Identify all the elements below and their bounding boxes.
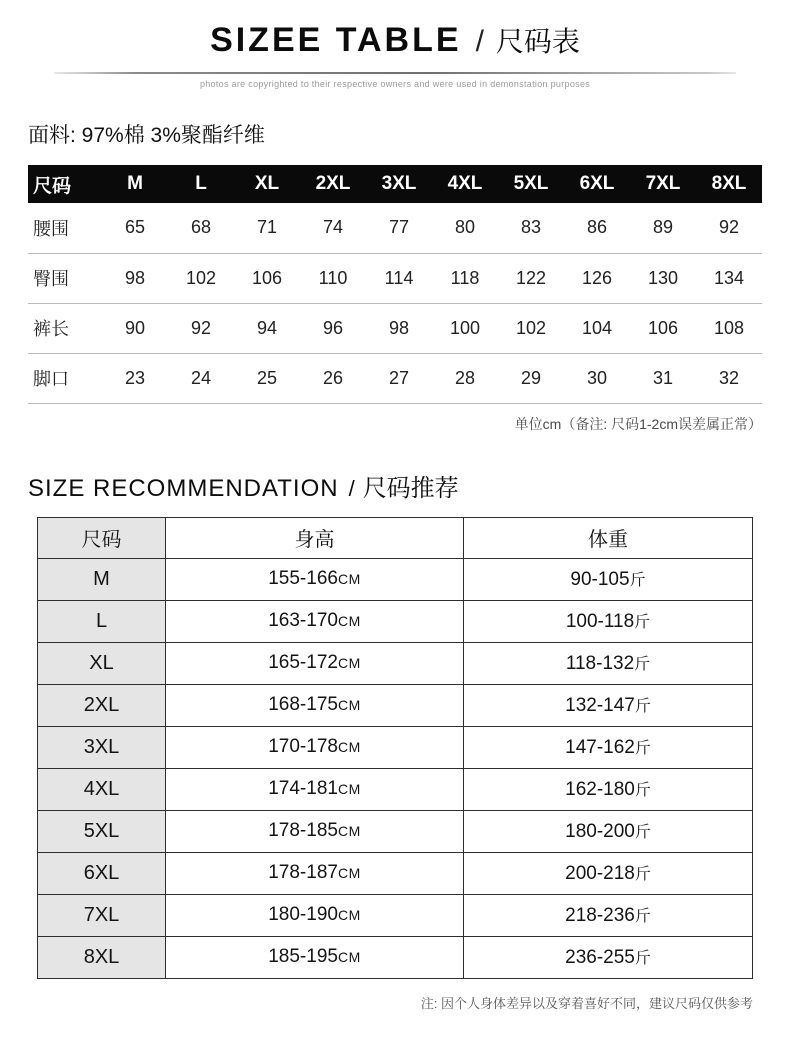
recommendation-heading: [28, 468, 762, 503]
size-value-cell: 110: [300, 253, 366, 303]
recommendation-heading-separator: /: [348, 475, 355, 501]
column-header-m: M: [102, 165, 168, 203]
weight-unit: 斤: [629, 572, 646, 589]
size-value-cell: 23: [102, 353, 168, 403]
size-value-cell: 86: [564, 203, 630, 253]
table-row: [38, 852, 753, 894]
height-value: 185-195: [268, 946, 338, 967]
height-unit: CM: [337, 571, 361, 587]
size-value-cell: 30: [564, 353, 630, 403]
table-row: [38, 726, 753, 768]
size-value-cell: 83: [498, 203, 564, 253]
table-row: [28, 303, 762, 353]
size-value-cell: 74: [300, 203, 366, 253]
height-cell: [166, 810, 464, 852]
weight-cell: [464, 768, 753, 810]
size-recommendation-table: [37, 517, 753, 979]
weight-unit: 斤: [634, 824, 651, 841]
size-value-cell: 65: [102, 203, 168, 253]
weight-cell: [464, 810, 753, 852]
size-value-cell: 126: [564, 253, 630, 303]
table-row: [38, 810, 753, 852]
height-unit: CM: [337, 655, 361, 671]
table-row: [38, 642, 753, 684]
size-value-cell: 108: [696, 303, 762, 353]
height-cell: [166, 726, 464, 768]
title-chinese: 尺码表: [495, 26, 580, 57]
size-value-cell: 80: [432, 203, 498, 253]
weight-unit: 斤: [634, 908, 651, 925]
weight-cell: [464, 642, 753, 684]
height-value: 178-185: [268, 820, 338, 841]
page-header: [28, 0, 762, 89]
size-value-cell: 77: [366, 203, 432, 253]
watermark-text: photos are copyrighted to their respective owners and were used in demonstation purposes: [199, 79, 591, 89]
weight-value: 147-162: [565, 737, 635, 758]
column-header-height: 身高: [166, 517, 464, 558]
size-value-cell: 102: [498, 303, 564, 353]
size-value-cell: 28: [432, 353, 498, 403]
title-separator: /: [475, 25, 484, 58]
size-table-header: [28, 165, 762, 203]
size-footnote: 注: 因个人身体差异以及穿着喜好不同，建议尺码仅供参考: [420, 995, 753, 1011]
weight-value: 90-105: [570, 569, 630, 590]
height-value: 155-166: [268, 568, 338, 589]
size-value-cell: 114: [366, 253, 432, 303]
row-label: 裤长: [28, 303, 102, 353]
title-english: SIZEE TABLE: [210, 21, 462, 59]
weight-unit: 斤: [634, 698, 651, 715]
height-unit: CM: [337, 907, 361, 923]
size-value-cell: 71: [234, 203, 300, 253]
column-header-size: 尺码: [38, 517, 166, 558]
height-unit: CM: [337, 781, 361, 797]
weight-unit: 斤: [634, 866, 651, 883]
size-cell: 4XL: [38, 768, 166, 810]
size-value-cell: 130: [630, 253, 696, 303]
weight-cell: [464, 726, 753, 768]
recommendation-heading-chinese: 尺码推荐: [362, 474, 459, 502]
height-cell: [166, 936, 464, 978]
height-value: 174-181: [268, 778, 338, 799]
height-value: 168-175: [268, 694, 338, 715]
column-header-weight: 体重: [464, 517, 753, 558]
height-value: 163-170: [268, 610, 338, 631]
size-value-cell: 27: [366, 353, 432, 403]
size-cell: 7XL: [38, 894, 166, 936]
weight-cell: [464, 852, 753, 894]
size-value-cell: 92: [168, 303, 234, 353]
table-row: [38, 558, 753, 600]
height-value: 165-172: [268, 652, 338, 673]
size-value-cell: 24: [168, 353, 234, 403]
recommendation-table-header: [38, 517, 753, 558]
size-cell: 6XL: [38, 852, 166, 894]
height-value: 170-178: [268, 736, 338, 757]
column-header-3xl: 3XL: [366, 165, 432, 203]
size-value-cell: 134: [696, 253, 762, 303]
size-value-cell: 92: [696, 203, 762, 253]
weight-cell: [464, 684, 753, 726]
height-unit: CM: [337, 949, 361, 965]
column-header-size: 尺码: [28, 165, 102, 203]
column-header-5xl: 5XL: [498, 165, 564, 203]
recommendation-heading-english: SIZE RECOMMENDATION: [28, 474, 339, 502]
weight-value: 200-218: [565, 863, 635, 884]
height-cell: [166, 600, 464, 642]
size-cell: 3XL: [38, 726, 166, 768]
size-value-cell: 122: [498, 253, 564, 303]
row-label: 脚口: [28, 353, 102, 403]
table-row: [38, 894, 753, 936]
column-header-8xl: 8XL: [696, 165, 762, 203]
size-value-cell: 32: [696, 353, 762, 403]
weight-value: 132-147: [565, 695, 635, 716]
size-value-cell: 89: [630, 203, 696, 253]
size-value-cell: 90: [102, 303, 168, 353]
size-value-cell: 98: [102, 253, 168, 303]
column-header-2xl: 2XL: [300, 165, 366, 203]
table-row: [38, 600, 753, 642]
size-value-cell: 96: [300, 303, 366, 353]
weight-cell: [464, 894, 753, 936]
size-value-cell: 25: [234, 353, 300, 403]
size-value-cell: 106: [234, 253, 300, 303]
size-value-cell: 100: [432, 303, 498, 353]
height-cell: [166, 558, 464, 600]
height-value: 178-187: [268, 862, 338, 883]
column-header-xl: XL: [234, 165, 300, 203]
fabric-info: 面料: 97%棉 3%聚酯纤维: [28, 124, 265, 147]
height-cell: [166, 768, 464, 810]
size-value-cell: 98: [366, 303, 432, 353]
table-row: [28, 203, 762, 253]
size-cell: 2XL: [38, 684, 166, 726]
column-header-7xl: 7XL: [630, 165, 696, 203]
size-cell: L: [38, 600, 166, 642]
column-header-6xl: 6XL: [564, 165, 630, 203]
recommendation-header-row: [38, 517, 753, 558]
column-header-l: L: [168, 165, 234, 203]
size-value-cell: 106: [630, 303, 696, 353]
weight-value: 236-255: [565, 947, 635, 968]
size-value-cell: 118: [432, 253, 498, 303]
height-value: 180-190: [268, 904, 338, 925]
table-row: [38, 768, 753, 810]
column-header-4xl: 4XL: [432, 165, 498, 203]
recommendation-table-body: [38, 558, 753, 978]
row-label: 臀围: [28, 253, 102, 303]
weight-value: 162-180: [565, 779, 635, 800]
size-cell: 5XL: [38, 810, 166, 852]
unit-note: 单位cm（备注: 尺码1-2cm误差属正常）: [514, 415, 762, 432]
size-value-cell: 29: [498, 353, 564, 403]
size-value-cell: 94: [234, 303, 300, 353]
size-cell: 8XL: [38, 936, 166, 978]
size-value-cell: 68: [168, 203, 234, 253]
weight-value: 218-236: [565, 905, 635, 926]
size-value-cell: 31: [630, 353, 696, 403]
size-table-body: [28, 203, 762, 403]
height-unit: CM: [337, 697, 361, 713]
weight-value: 180-200: [565, 821, 635, 842]
weight-value: 118-132: [565, 653, 635, 674]
size-value-cell: 26: [300, 353, 366, 403]
weight-cell: [464, 936, 753, 978]
size-cell: M: [38, 558, 166, 600]
size-value-cell: 104: [564, 303, 630, 353]
height-cell: [166, 684, 464, 726]
height-cell: [166, 852, 464, 894]
weight-unit: 斤: [634, 740, 651, 757]
weight-cell: [464, 558, 753, 600]
row-label: 腰围: [28, 203, 102, 253]
weight-cell: [464, 600, 753, 642]
header-divider-line: [54, 72, 736, 74]
height-cell: [166, 894, 464, 936]
weight-unit: 斤: [634, 782, 651, 799]
height-unit: CM: [337, 613, 361, 629]
weight-value: 100-118: [565, 611, 635, 632]
table-row: [28, 353, 762, 403]
height-unit: CM: [337, 865, 361, 881]
weight-unit: 斤: [634, 656, 651, 673]
size-value-cell: 102: [168, 253, 234, 303]
page-title: [28, 20, 762, 60]
height-unit: CM: [337, 739, 361, 755]
height-unit: CM: [337, 823, 361, 839]
size-measurement-table: [28, 165, 762, 404]
height-cell: [166, 642, 464, 684]
table-row: [38, 936, 753, 978]
weight-unit: 斤: [634, 614, 651, 631]
weight-unit: 斤: [634, 950, 651, 967]
size-cell: XL: [38, 642, 166, 684]
table-row: [38, 684, 753, 726]
table-row: [28, 253, 762, 303]
size-table-header-row: [28, 165, 762, 203]
